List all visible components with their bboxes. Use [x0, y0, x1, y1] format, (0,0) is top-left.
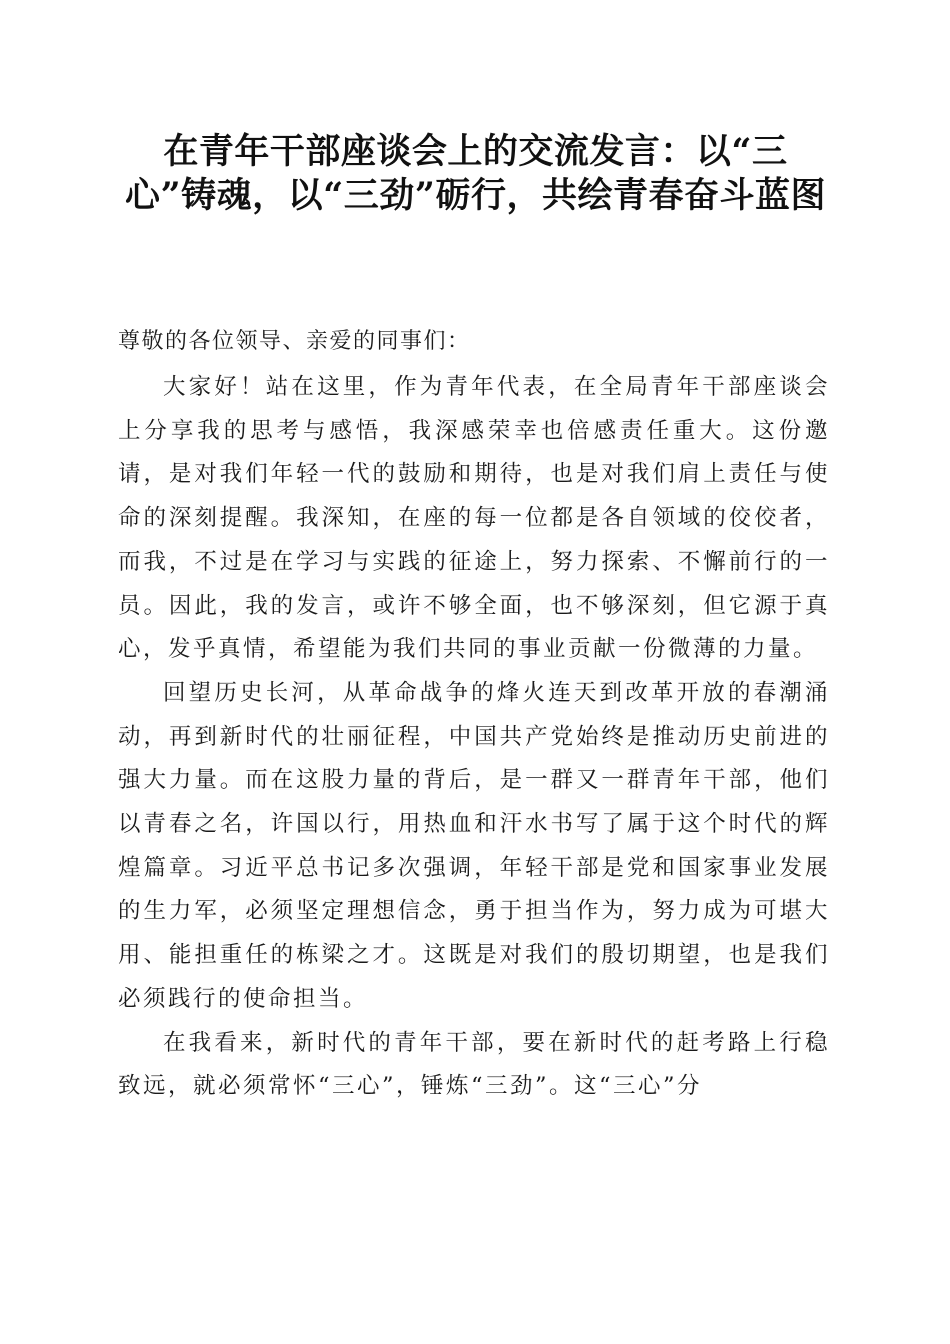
document-body: [118, 366, 830, 1109]
document-title: 在青年干部座谈会上的交流发言：以“三心”铸魂，以“三劲”砺行，共绘青春奋斗蓝图: [125, 131, 826, 216]
salutation: 尊敬的各位领导、亲爱的同事们：: [118, 329, 471, 354]
paragraph-history: 回望历史长河，从革命战争的烽火连天到改革开放的春潮涌动，再到新时代的壮丽征程，中国共产党始终是推动历史前进的强大力量。而在这股力量的背后，是一群又一群青年干部，他们以青春之名，许国以行，用热血和汗水书写了属于这个时代的辉煌篇章。习近平总书记多次强调，年轻干部是党和国家事业发展的生力军，必须坚定理想信念，勇于担当作为，努力成为可堪大用、能担重任的栋梁之才。这既是对我们的殷切期望，也是我们必须践行的使命担当。: [118, 679, 830, 1012]
paragraph-greeting: 大家好！站在这里，作为青年代表，在全局青年干部座谈会上分享我的思考与感悟，我深感荣幸也倍感责任重大。这份邀请，是对我们年轻一代的鼓励和期待，也是对我们肩上责任与使命的深刻提醒。我深知，在座的每一位都是各自领域的佼佼者，而我，不过是在学习与实践的征途上，努力探索、不懈前行的一员。因此，我的发言，或许不够全面，也不够深刻，但它源于真心，发乎真情，希望能为我们共同的事业贡献一份微薄的力量。: [118, 374, 830, 663]
paragraph-three-hearts: 在我看来，新时代的青年干部，要在新时代的赶考路上行稳致远，就必须常怀“三心”，锤炼“三劲”。这“三心”分: [118, 1029, 830, 1100]
